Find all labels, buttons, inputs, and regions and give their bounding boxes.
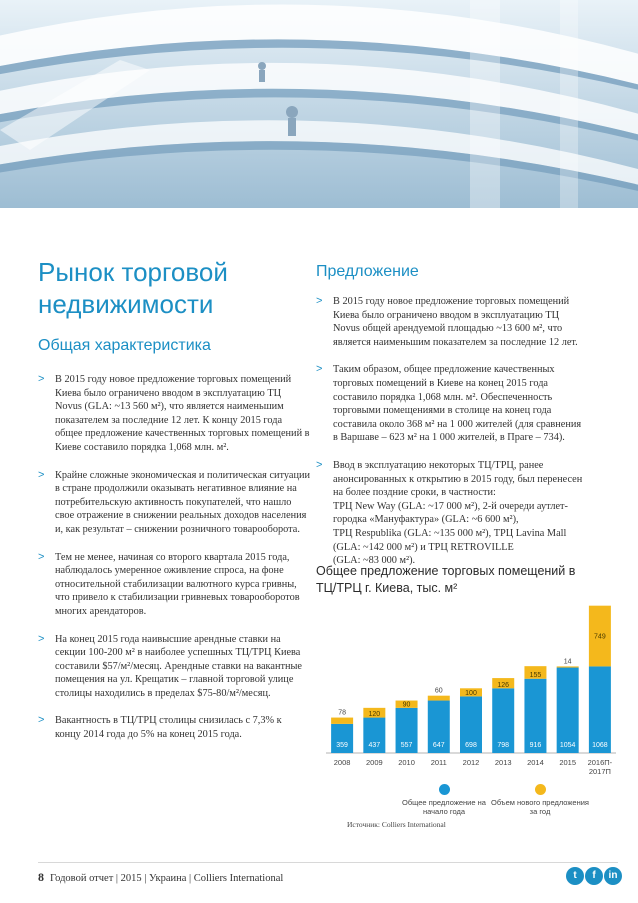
list-item: > Крайне сложные экономическая и политическая ситуации в стране продолжили оказывать негативное влияние на потребительскую активность покупателей, что нашло свое отражение в снижении реальных доходов населения и, как результат – снижении розничного товарооборота. <box>38 468 311 535</box>
data-label-new: 155 <box>529 672 542 680</box>
twitter-icon[interactable]: t <box>566 867 584 885</box>
bullet-marker: > <box>316 458 323 471</box>
list-item: > В 2015 году новое предложение торговых помещений Киева было ограничено вводом в эксплуатацию ТЦ Novus (GLA: ~13 560 м²), что является наименьшим показателем за последние 12 лет. К концу 2015 года общее предложение качественных торговых помещений в Киеве составило порядка 1,068 млн. м². <box>38 373 310 453</box>
data-label-new: 120 <box>368 711 381 719</box>
bullet-marker: > <box>38 468 45 481</box>
chart-title: Общее предложение торговых помещений в ТЦ/ТРЦ г. Киева, тыс. м² <box>316 564 576 595</box>
tick-label: 2015 <box>559 758 577 767</box>
facebook-icon[interactable]: f <box>585 867 603 885</box>
tick-label: 2013 <box>494 758 512 767</box>
data-label-total: 1068 <box>592 742 608 749</box>
list-item: > Тем не менее, начиная со второго квартала 2015 года, наблюдалось умеренное оживление спроса, на фоне относительной стабилизации валютного курса гривны, что привело к стабилизации гривневых товарооборотов многих арендаторов. <box>38 550 300 617</box>
data-label-total: 1054 <box>559 742 576 749</box>
left-column <box>38 373 310 756</box>
bullet-marker: > <box>316 295 323 307</box>
bullet-marker: > <box>316 363 323 376</box>
bar-total-2015 <box>557 668 579 753</box>
data-label-total: 359 <box>336 742 348 749</box>
list-item: > Ввод в эксплуатацию некоторых ТЦ/ТРЦ, ранее анонсированных к открытию в 2015 году, был перенесен на более поздние сроки, в частности: ТРЦ New Way (GLA: ~17 000 м²), 2-й очереди аутлет-городка «Мануфактура» (GLA: ~6 600 м²), ТРЦ Respublika (GLA: ~135 000 м²), ТРЦ Lavina Mall (GLA: ~142 000 м²) и ТРЦ RETROVILLE (GLA: ~83 000 м²). <box>316 458 583 567</box>
bar-new-2011 <box>428 696 450 701</box>
tick-label: 2012 <box>462 758 480 767</box>
mall-atrium-illustration <box>0 0 638 208</box>
tick-label: 2011 <box>430 758 447 767</box>
list-item: > Таким образом, общее предложение качественных торговых помещений в Киеве на конец 2015 года составило порядка 1,068 млн. м². Обеспеченность торговыми помещениями в столице на конец года составила около 368 м² на 1 000 жителей (для сравнения в Варшаве – 623 м² на 1 000 жителей, в Праге – 734). <box>316 363 582 444</box>
page-number: 8 <box>38 870 44 884</box>
data-label-total: 557 <box>400 742 413 749</box>
hero-image <box>0 0 638 208</box>
data-label-new: 14 <box>563 658 572 666</box>
data-label-new: 749 <box>594 633 606 641</box>
tick-label: 2017П <box>588 767 611 776</box>
bullet-marker: > <box>38 714 45 727</box>
list-item: > Вакантность в ТЦ/ТРЦ столицы снизилась с 7,3% к концу 2014 года до 5% на конец 2015 года. <box>38 714 282 741</box>
bullet-marker: > <box>38 373 45 385</box>
bullet-marker: > <box>38 632 45 645</box>
data-label-total: 437 <box>368 742 381 749</box>
section-subtitle: Общая характеристика <box>38 337 211 354</box>
chart-legend <box>394 784 614 824</box>
linkedin-icon[interactable]: in <box>604 867 622 885</box>
data-label-new: 90 <box>402 701 411 709</box>
chart-source: Источник: Colliers International <box>347 820 446 829</box>
bar-total-2016П-2017П <box>589 666 611 753</box>
legend-swatch-blue <box>439 784 450 795</box>
list-item: > В 2015 году новое предложение торговых помещений Киева было ограничено вводом в эксплуатацию ТЦ Novus общей арендуемой площадью ~13 600 м², что является наименьшим показателем за последние 12 лет. <box>316 295 578 348</box>
bar-new-2015 <box>557 666 579 667</box>
page-title: Рынок торговой недвижимости <box>38 257 228 319</box>
tick-label: 2016П- <box>587 758 613 767</box>
data-label-total: 798 <box>497 742 510 749</box>
bullet-marker: > <box>38 550 45 563</box>
tick-label: 2008 <box>333 758 351 767</box>
tick-label: 2010 <box>398 758 415 767</box>
legend-label: Общее предложение на начало года <box>402 798 486 816</box>
right-column <box>316 295 588 582</box>
data-label-total: 698 <box>465 742 477 749</box>
legend-item-total <box>394 784 494 816</box>
data-label-new: 78 <box>338 709 347 717</box>
tick-label: 2014 <box>527 758 544 767</box>
footer-divider <box>38 862 618 863</box>
legend-label: Объем нового предложения за год <box>491 798 589 816</box>
data-label-total: 916 <box>529 742 542 749</box>
legend-swatch-yellow <box>535 784 546 795</box>
footer-text: Годовой отчет | 2015 | Украина | Colliers International <box>50 873 284 884</box>
page-footer <box>38 870 283 885</box>
supply-bar-chart <box>326 595 616 780</box>
data-label-new: 126 <box>497 681 510 689</box>
bar-new-2008 <box>331 718 353 724</box>
list-item: > На конец 2015 года наивысшие арендные ставки на секции 100-200 м² в наиболее успешных ТЦ/ТРЦ Киева составили $57/м²/месяц. Арендные ставки на вакантные помещения на ул. Крещатик – главной торговой улице столицы находились в пределах $75-80/м²/месяц. <box>38 632 302 699</box>
legend-item-new <box>490 784 590 816</box>
data-label-new: 60 <box>434 687 443 695</box>
section-title-supply: Предложение <box>316 263 419 280</box>
tick-label: 2009 <box>365 758 383 767</box>
data-label-total: 647 <box>432 742 445 749</box>
data-label-new: 100 <box>465 689 477 697</box>
